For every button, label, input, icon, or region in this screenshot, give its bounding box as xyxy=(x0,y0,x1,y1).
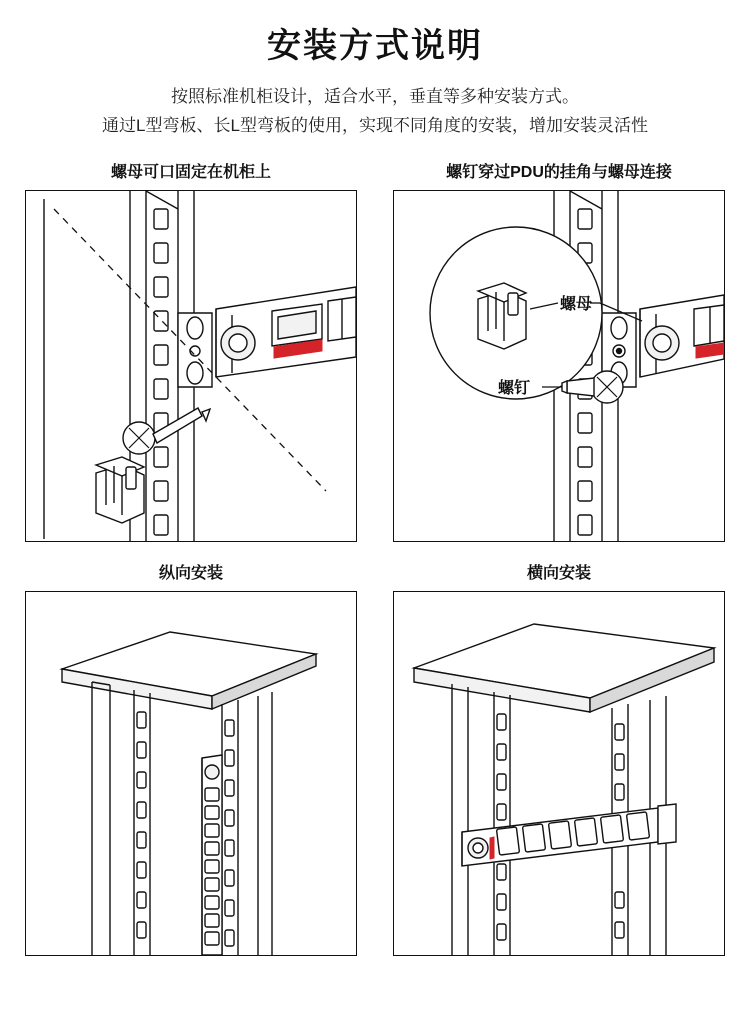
diagram-grid xyxy=(0,159,750,956)
label-nut: 螺母 xyxy=(560,295,593,313)
illustration-horizontal-install xyxy=(394,592,724,955)
brand-strip-icon xyxy=(490,837,494,859)
panel-vertical-install xyxy=(25,591,357,956)
page-subtitle xyxy=(0,83,750,141)
panel-cell-3 xyxy=(26,560,356,956)
illustration-nut-fixed xyxy=(26,191,356,541)
panel-caption-1: 螺母可口固定在机柜上 xyxy=(110,163,271,181)
subtitle-line-1: 按照标准机柜设计，适合水平，垂直等多种安装方式。 xyxy=(171,86,579,106)
illustration-vertical-install xyxy=(26,592,356,955)
panel-caption-4: 横向安装 xyxy=(526,564,591,582)
panel-cell-4 xyxy=(394,560,724,956)
panel-caption-2: 螺钉穿过PDU的挂角与螺母连接 xyxy=(446,163,672,181)
panel-caption-3: 纵向安装 xyxy=(158,564,223,582)
page-root xyxy=(0,26,750,1026)
page-title: 安装方式说明 xyxy=(267,27,483,65)
panel-nut-fixed-on-cabinet xyxy=(25,190,357,542)
nut-part-icon xyxy=(96,457,144,523)
illustration-screw-through-pdu xyxy=(394,191,724,541)
panel-cell-2 xyxy=(394,159,724,542)
panel-horizontal-install xyxy=(393,591,725,956)
panel-cell-1 xyxy=(26,159,356,542)
label-screw: 螺钉 xyxy=(498,379,531,397)
subtitle-line-2: 通过L型弯板、长L型弯板的使用，实现不同角度的安装，增加安装灵活性 xyxy=(102,115,648,135)
nut-part-icon xyxy=(478,283,526,349)
panel-screw-through-pdu xyxy=(393,190,725,542)
